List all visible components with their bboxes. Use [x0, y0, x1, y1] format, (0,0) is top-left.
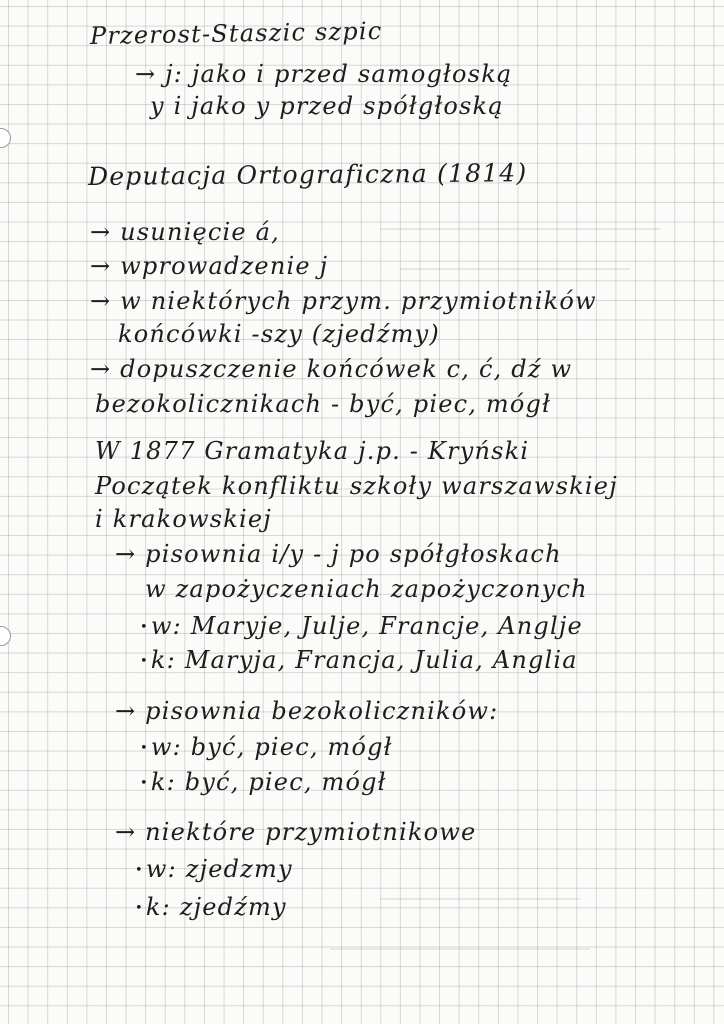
note-line-14: → pisownia i/y - j po spółgłoskach	[115, 540, 562, 568]
note-line-18: → pisownia bezokoliczników:	[115, 697, 499, 725]
heading-staszic: Przerost-Staszic szpic	[89, 16, 383, 50]
note-line-23	[135, 893, 287, 921]
punch-hole-top	[0, 128, 11, 148]
note-line-13: i krakowskiej	[95, 505, 272, 533]
note-line-20	[140, 768, 387, 796]
heading-deputacja: Deputacja Ortograficzna (1814)	[87, 158, 528, 191]
note-line-17-text: k: Maryja, Francja, Julia, Anglia	[150, 646, 578, 674]
bleed-through-5	[330, 930, 590, 950]
bullet-icon: •	[135, 901, 144, 916]
note-line-19	[140, 733, 393, 761]
bullet-icon: •	[140, 741, 149, 756]
note-line-9: → dopuszczenie końcówek c, ć, dź w	[90, 355, 573, 383]
note-line-22	[135, 855, 293, 883]
punch-hole-bottom	[0, 626, 11, 646]
bullet-icon: •	[135, 863, 144, 878]
bullet-icon: •	[140, 776, 149, 791]
note-line-5: → usunięcie á,	[90, 218, 280, 246]
note-line-16	[140, 612, 583, 640]
note-line-19-text: w: być, piec, mógł	[150, 733, 393, 761]
note-line-3: y i jako y przed spółgłoską	[150, 92, 504, 120]
note-line-10: bezokolicznikach - być, piec, mógł	[95, 390, 552, 418]
heading-gramatyka: W 1877 Gramatyka j.p. - Kryński	[95, 437, 530, 465]
note-line-12: Początek konfliktu szkoły warszawskiej	[95, 472, 618, 500]
bullet-icon: •	[140, 620, 149, 635]
bullet-icon: •	[140, 654, 149, 669]
note-line-2: → j: jako i przed samogłoską	[135, 60, 513, 88]
bleed-through-4	[380, 880, 580, 900]
note-line-16-text: w: Maryje, Julje, Francje, Anglje	[150, 612, 583, 640]
note-line-20-text: k: być, piec, mógł	[150, 768, 387, 796]
note-line-23-text: k: zjedźmy	[145, 893, 287, 921]
note-line-7: → w niektórych przym. przymiotników	[90, 287, 597, 315]
note-line-21: → niektóre przymiotnikowe	[115, 818, 477, 846]
note-line-6: → wprowadzenie j	[90, 252, 329, 280]
bleed-through-2	[400, 250, 630, 270]
bleed-through-1	[380, 210, 660, 230]
note-line-8: końcówki -szy (zjedźmy)	[118, 320, 440, 348]
note-line-22-text: w: zjedzmy	[145, 855, 293, 883]
note-line-17	[140, 646, 578, 674]
note-line-15: w zapożyczeniach zapożyczonych	[145, 575, 588, 603]
